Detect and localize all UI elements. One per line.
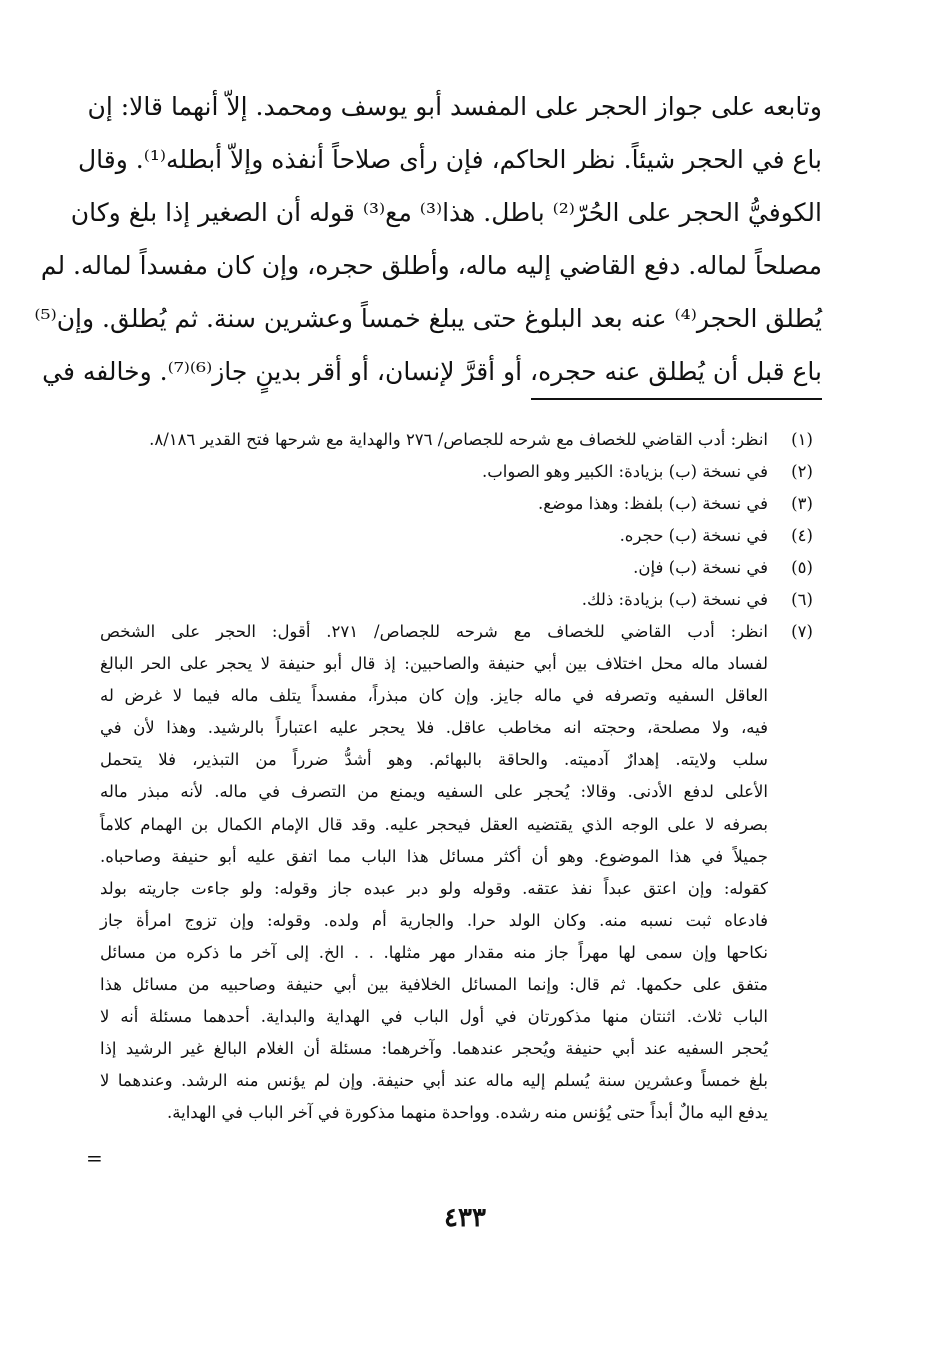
footnote-line: يُحجر السفيه عند أبي حنيفة ويُحجر عندهما. وآخرهما: مسئلة أن الغلام البالغ غير الرشيد إذا <box>100 1039 768 1059</box>
footnote-text: في نسخة (ب) بزيادة: الكبير وهو الصواب. <box>482 462 768 481</box>
footnote-line: جميلاً في هذا الموضوع. وهو أن أكثر مسائل هذا الباب مما اتفق عليه أبو حنيفة وصاحباه. <box>100 846 768 866</box>
footnote-line: الباب ثلاث. اثنتان منها مذكورتان في أول الباب في الهداية والبداية. أحدهما مسئلة أنه لا <box>100 1007 768 1027</box>
footnote-3 <box>100 488 822 520</box>
main-text-line: وتابعه على جواز الحجر على المفسد أبو يوسف ومحمد. إلاّ أنهما قالا: إن <box>87 92 822 121</box>
footnote-text: انظر: أدب القاضي للخصاف مع شرحه للجصاص/ ٢٧٦ والهداية مع شرحها فتح القدير ٨/١٨٦. <box>149 430 768 449</box>
footnote-line: فادعاه ثبت نسبه منه. وكان الولد حرا. والجارية أم ولده. وقوله: وإن تزوج امرأة جاز <box>100 910 768 930</box>
footnote-separator-rule <box>531 398 822 400</box>
footnotes-section <box>100 424 822 1130</box>
footnote-line: بلغ خمساً وعشرين سنة يُسلم إليه ماله عند أبي حنيفة. وإن لم يؤنس منه الرشد. وعندهما لا <box>100 1071 768 1091</box>
footnote-text: في نسخة (ب) حجره. <box>619 526 768 545</box>
footnote-line: انظر: أدب القاضي للخصاف مع شرحه للجصاص/ ٢٧١. أقول: الحجر على الشخص <box>100 622 768 641</box>
footnote-line: الأعلى لدفع الأدنى. وقالا: يُحجر على السفيه ويمنع من التصرف في ماله. لأنه مبذر ماله <box>100 782 768 802</box>
main-text-line: يُطلق الحجر⁽⁴⁾ عنه بعد البلوغ حتى يبلغ خمساً وعشرين سنة. ثم يُطلق. وإن⁽⁵⁾ <box>34 304 822 333</box>
footnote-number: (٧) <box>791 622 813 641</box>
main-text-line: مصلحاً لماله. دفع القاضي إليه ماله، وأطلق حجره، وإن كان مفسداً لماله. لم <box>40 251 822 280</box>
footnote-line: كقوله: وإن اعتق عبداً نفذ عتقه. وقوله ولو دبر عبده جاز وقوله: ولو جاءت جاريته بولد <box>100 878 768 898</box>
footnote-number: (٢) <box>791 462 813 481</box>
footnote-7 <box>100 616 822 1130</box>
footnote-number: (٦) <box>791 590 813 609</box>
footnote-4 <box>100 520 822 552</box>
main-text-line: الكوفيُّ الحجر على الحُرّ⁽²⁾ باطل. هذا⁽³⁾ مع⁽³⁾ قوله أن الصغير إذا بلغ وكان <box>70 198 822 227</box>
footnote-number: (١) <box>791 430 813 449</box>
footnote-line: فيه، ولا مصلحة، وحجته انه مخاطب عاقل. فلا يحجر عليه اعتباراً بالرشيد. وهذا لأن في <box>100 718 768 738</box>
footnote-number: (٣) <box>791 494 813 513</box>
page-number: ٤٣٣ <box>444 1203 486 1233</box>
footnote-line: سلب ولايته. إهدارٌ آدميته. والحاقة بالبهائم. وهو أشدُّ ضرراً من التبذير، فلا يتحمل <box>100 750 768 770</box>
footnote-2 <box>100 456 822 488</box>
main-text-line: باع قبل أن يُطلق عنه حجره، أو أقرَّ لإنسان، أو أقر بدينٍ جاز⁽⁶⁾⁽⁷⁾. وخالفه في <box>42 357 822 386</box>
footnote-line: العاقل السفيه وتصرفه في ماله جايز. وإن كان مبذراً، مفسداً يتلف ماله فيما لا غرض له <box>100 686 768 706</box>
footnote-continuation-mark: = <box>86 1146 103 1170</box>
footnote-line: متفق على حكمها. ثم قال: وإنما المسائل الخلافية بين أبي حنيفة وصاحبيه من مسائل هذا <box>100 975 768 995</box>
footnote-text: في نسخة (ب) بلفظ: وهذا موضع. <box>537 494 768 513</box>
footnote-line: بصرفه لا على الوجه الذي يقتضيه العقل فيحجر عليه. وقد قال الإمام الكمال بن الهمام كلاماً <box>100 814 768 834</box>
main-text-body <box>34 80 822 398</box>
footnote-text: في نسخة (ب) بزيادة: ذلك. <box>581 590 768 609</box>
footnote-number: (٤) <box>791 526 813 545</box>
footnote-number: (٥) <box>791 558 813 577</box>
main-text-line: باع في الحجر شيئاً. نظر الحاكم، فإن رأى صلاحاً أنفذه وإلاّ أبطله⁽¹⁾. وقال <box>78 145 822 174</box>
footnote-5 <box>100 552 822 584</box>
footnote-line: نكاحها وإن سمى لها مهراً جاز منه مقدار مهر مثلها. . . الخ. إلى آخر ما ذكره من مسائل <box>100 942 768 962</box>
footnote-text: في نسخة (ب) فإن. <box>633 558 768 577</box>
footnote-line: لفساد ماله محل اختلاف بين أبي حنيفة والصاحبين: إذ قال أبو حنيفة لا يحجر على الحر البالغ <box>100 654 768 674</box>
footnote-6 <box>100 584 822 616</box>
footnote-line: يدفع اليه مالٌ أبداً حتى يُؤنس منه رشده. وواحدة منهما مذكورة في آخر الباب في الهداية. <box>167 1103 768 1123</box>
footnote-1 <box>100 424 822 456</box>
